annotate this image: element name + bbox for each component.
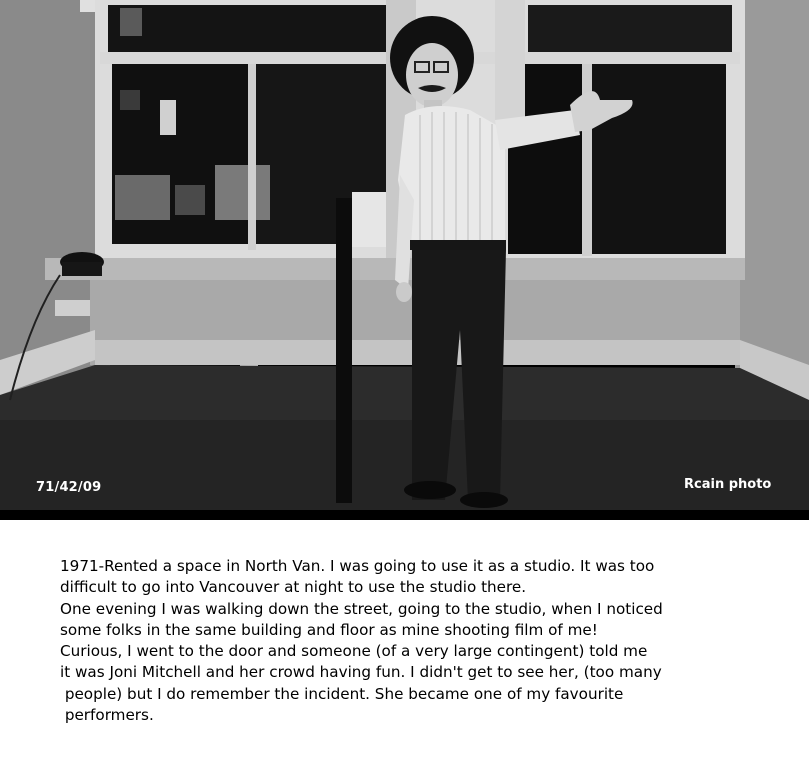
caption-line: some folks in the same building and floor as mine shooting film of me! bbox=[60, 620, 598, 639]
caption-line: performers. bbox=[60, 706, 154, 725]
caption-line: it was Joni Mitchell and her crowd having fun. I didn't get to see her, (too many bbox=[60, 663, 662, 682]
caption-line: One evening I was walking down the street, going to the studio, when I noticed bbox=[60, 599, 663, 618]
caption-line: difficult to go into Vancouver at night to use the studio there. bbox=[60, 578, 527, 597]
photo-caption bbox=[60, 556, 800, 726]
photo-date-stamp: 71/42/09 bbox=[36, 480, 102, 495]
caption-line: people) but I do remember the incident. She became one of my favourite bbox=[60, 684, 624, 703]
caption-line: Curious, I went to the door and someone (of a very large contingent) told me bbox=[60, 642, 648, 661]
photo-credit: Rcain photo bbox=[684, 477, 772, 492]
caption-line: 1971-Rented a space in North Van. I was going to use it as a studio. It was too bbox=[60, 557, 655, 575]
